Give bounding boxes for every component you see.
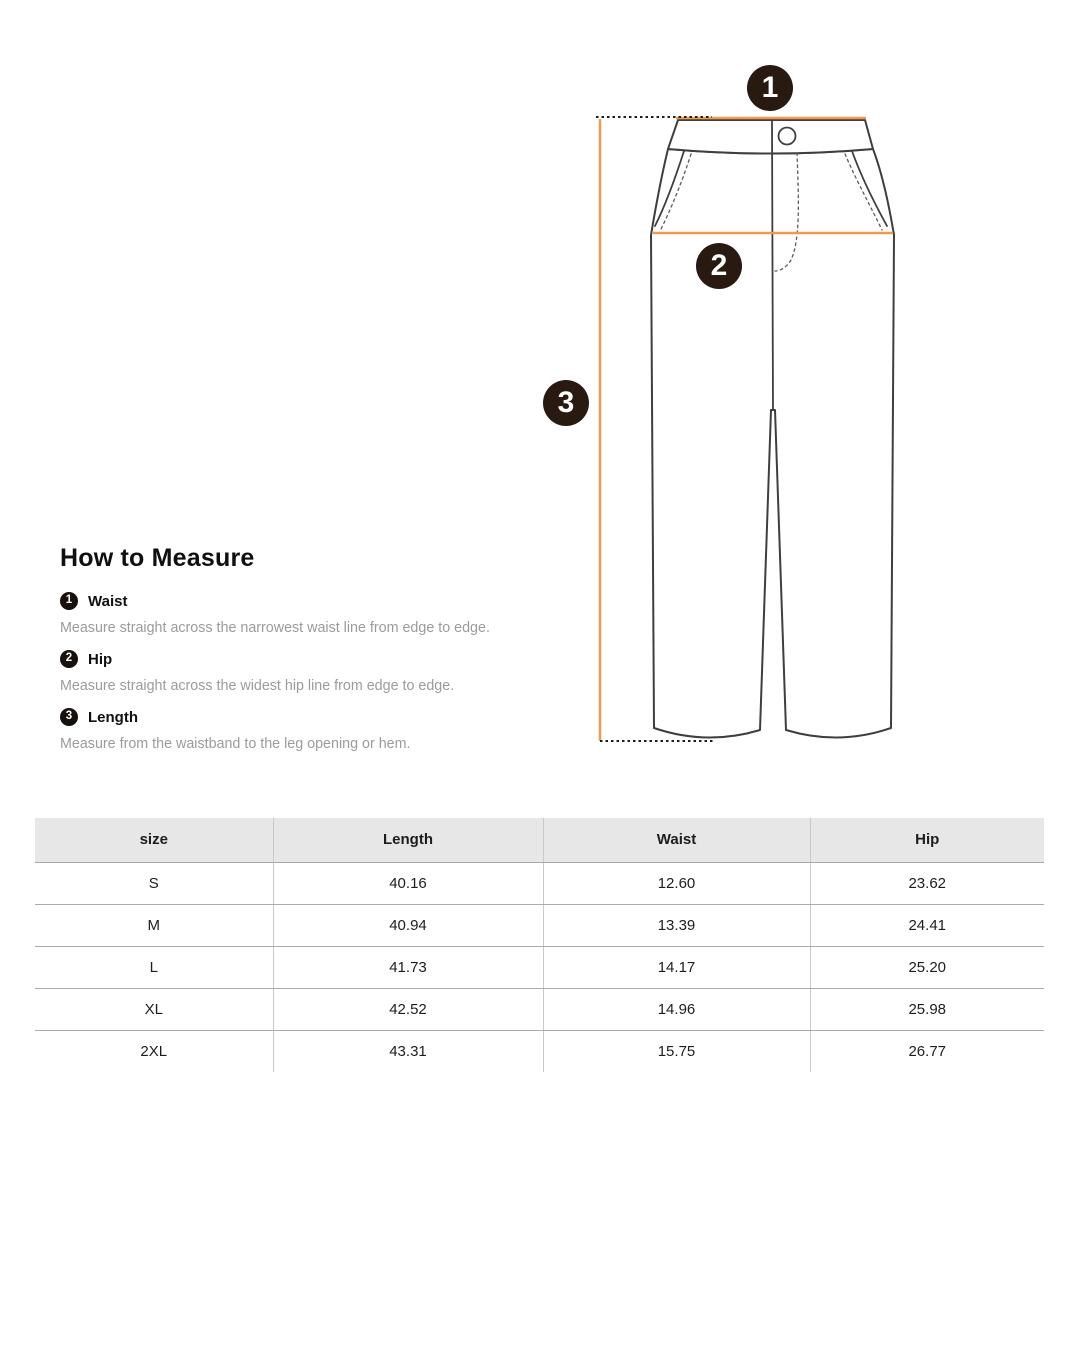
table-row	[35, 862, 1044, 904]
size-cell: 2XL	[35, 1030, 273, 1072]
center-front-seam	[772, 121, 773, 410]
measure-item-label: Waist	[88, 592, 128, 610]
diagram-marker-hip	[696, 243, 742, 289]
size-cell: S	[35, 862, 273, 904]
measure-item-label: Hip	[88, 650, 113, 668]
waist-cell: 12.60	[543, 862, 810, 904]
size-table	[35, 818, 1044, 1072]
size-cell: M	[35, 904, 273, 946]
measure-item-length-head	[60, 708, 600, 726]
hip-cell: 24.41	[810, 904, 1044, 946]
measure-item-description: Measure from the waistband to the leg opening or hem.	[60, 736, 411, 752]
table-row	[35, 988, 1044, 1030]
number-badge-icon: 3	[60, 708, 78, 726]
section-title: How to Measure	[60, 544, 255, 572]
waist-button	[779, 128, 796, 145]
size-cell: L	[35, 946, 273, 988]
hip-cell: 25.20	[810, 946, 1044, 988]
waist-cell: 14.17	[543, 946, 810, 988]
diagram-marker-length	[543, 380, 589, 426]
column-header-length: Length	[273, 818, 543, 862]
table-row	[35, 1030, 1044, 1072]
measure-item-label: Length	[88, 708, 138, 726]
table-row	[35, 946, 1044, 988]
waist-cell: 15.75	[543, 1030, 810, 1072]
how-to-measure-section	[60, 544, 600, 766]
column-header-size: size	[35, 818, 273, 862]
diagram-marker-waist	[747, 65, 793, 111]
waist-cell: 14.96	[543, 988, 810, 1030]
column-header-hip: Hip	[810, 818, 1044, 862]
measure-item-hip-head	[60, 650, 600, 668]
number-badge-icon: 1	[60, 592, 78, 610]
measure-item-waist	[60, 592, 600, 637]
size-table-container	[35, 818, 1044, 1072]
diagram-marker-waist-number: 1	[761, 71, 779, 104]
measure-item-length	[60, 708, 600, 753]
size-cell: XL	[35, 988, 273, 1030]
measure-item-waist-head	[60, 592, 600, 610]
diagram-marker-hip-number: 2	[710, 249, 728, 282]
diagram-marker-length-number: 3	[557, 386, 575, 419]
measure-item-description: Measure straight across the widest hip line from edge to edge.	[60, 678, 455, 694]
hip-cell: 25.98	[810, 988, 1044, 1030]
length-cell: 40.16	[273, 862, 543, 904]
number-badge-icon: 2	[60, 650, 78, 668]
hip-cell: 26.77	[810, 1030, 1044, 1072]
column-header-waist: Waist	[543, 818, 810, 862]
table-header-row	[35, 818, 1044, 862]
waist-cell: 13.39	[543, 904, 810, 946]
table-row	[35, 904, 1044, 946]
length-cell: 41.73	[273, 946, 543, 988]
length-cell: 40.94	[273, 904, 543, 946]
measure-item-hip	[60, 650, 600, 695]
hip-cell: 23.62	[810, 862, 1044, 904]
measure-item-description: Measure straight across the narrowest waist line from edge to edge.	[60, 620, 490, 636]
length-cell: 42.52	[273, 988, 543, 1030]
length-cell: 43.31	[273, 1030, 543, 1072]
pants-waistband	[668, 120, 873, 154]
